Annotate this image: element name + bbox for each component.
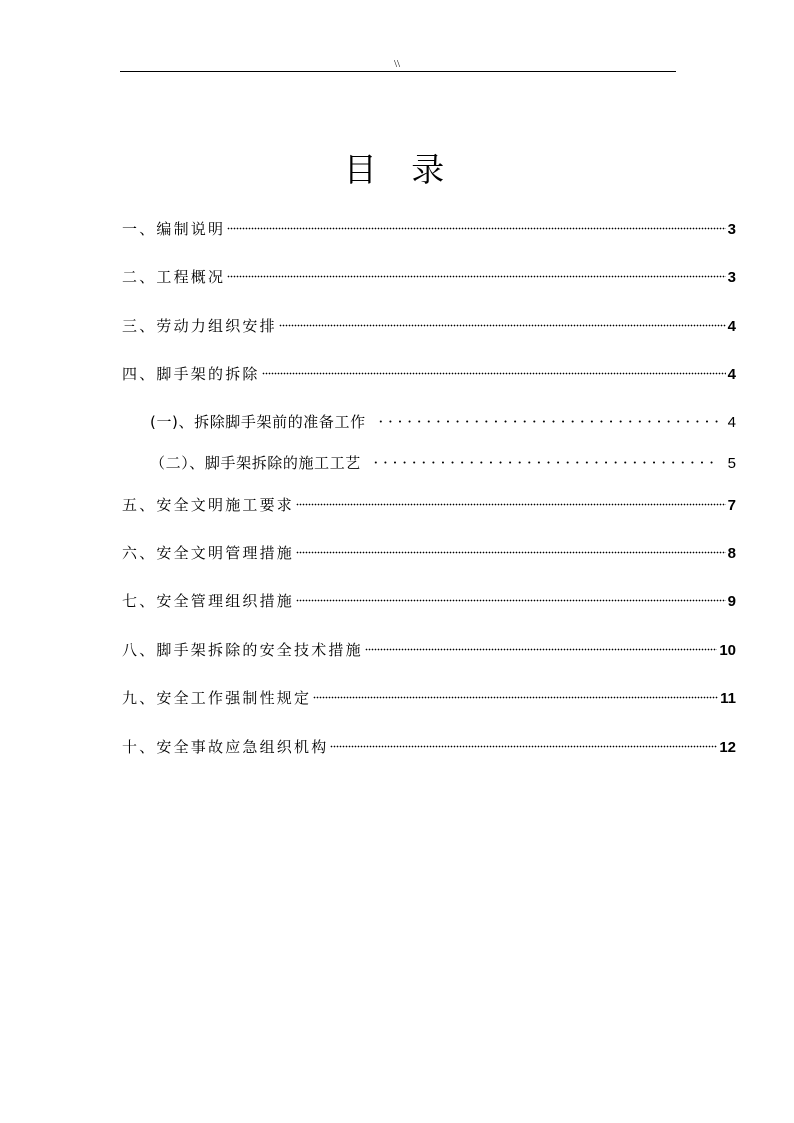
page-title: 目 录 (343, 150, 457, 189)
toc-dot-leader (330, 728, 717, 752)
toc-entry-page: 7 (727, 497, 736, 514)
toc-entry-label: 五、安全文明施工要求 (122, 496, 295, 514)
toc-entry-label: 四、脚手架的拆除 (122, 365, 260, 383)
toc-entry-label: 九、安全工作强制性规定 (122, 689, 312, 707)
toc-entry-2[interactable] (122, 258, 736, 286)
toc-entry-page: 4 (727, 414, 736, 431)
toc-dot-leader (374, 403, 718, 427)
toc-entry-page: 12 (719, 739, 736, 756)
toc-dot-leader (296, 582, 726, 606)
toc-entry-label: 三、劳动力组织安排 (122, 317, 277, 335)
toc-dot-leader (227, 258, 725, 282)
toc-entry-page: 10 (719, 642, 736, 659)
toc-entry-5[interactable] (122, 486, 736, 514)
toc-entry-3[interactable] (122, 307, 736, 335)
toc-entry-label: 八、脚手架拆除的安全技术措施 (122, 641, 363, 659)
toc-dot-leader (296, 486, 726, 510)
toc-entry-page: 9 (727, 593, 736, 610)
toc-entry-7[interactable] (122, 582, 736, 610)
toc-entry-9[interactable] (122, 679, 736, 707)
toc-dot-leader (279, 307, 726, 331)
toc-entry-6[interactable] (122, 534, 736, 562)
toc-dot-leader (369, 444, 718, 468)
toc-subentry-1[interactable] (150, 403, 736, 431)
toc-entry-8[interactable] (122, 631, 736, 659)
toc-entry-10[interactable] (122, 728, 736, 756)
toc-entry-page: 8 (727, 545, 736, 562)
toc-entry-label: 十、安全事故应急组织机构 (122, 738, 329, 756)
toc-entry-page: 4 (727, 366, 736, 383)
toc-entry-label: 一、编制说明 (122, 220, 226, 238)
toc-entry-page: 3 (727, 269, 736, 286)
toc-entry-page: 3 (727, 221, 736, 238)
toc-entry-page: 5 (727, 455, 736, 472)
toc-dot-leader (227, 210, 725, 234)
toc-dot-leader (365, 631, 718, 655)
toc-entry-label: 七、安全管理组织措施 (122, 592, 295, 610)
toc-entry-4[interactable] (122, 355, 736, 383)
toc-entry-1[interactable] (122, 210, 736, 238)
toc-dot-leader (296, 534, 726, 558)
header-mark: \\ (393, 58, 401, 70)
toc-dot-leader (313, 679, 718, 703)
toc-entry-label: 六、安全文明管理措施 (122, 544, 295, 562)
toc-entry-page: 11 (720, 690, 736, 707)
toc-entry-label: 二、工程概况 (122, 268, 226, 286)
toc-dot-leader (262, 355, 726, 379)
toc-entry-label: (一)、拆除脚手架前的准备工作 (150, 413, 366, 431)
toc-subentry-2[interactable] (150, 444, 736, 472)
toc-entry-page: 4 (727, 318, 736, 335)
toc-entry-label: （二）、脚手架拆除的施工工艺 (150, 454, 361, 472)
